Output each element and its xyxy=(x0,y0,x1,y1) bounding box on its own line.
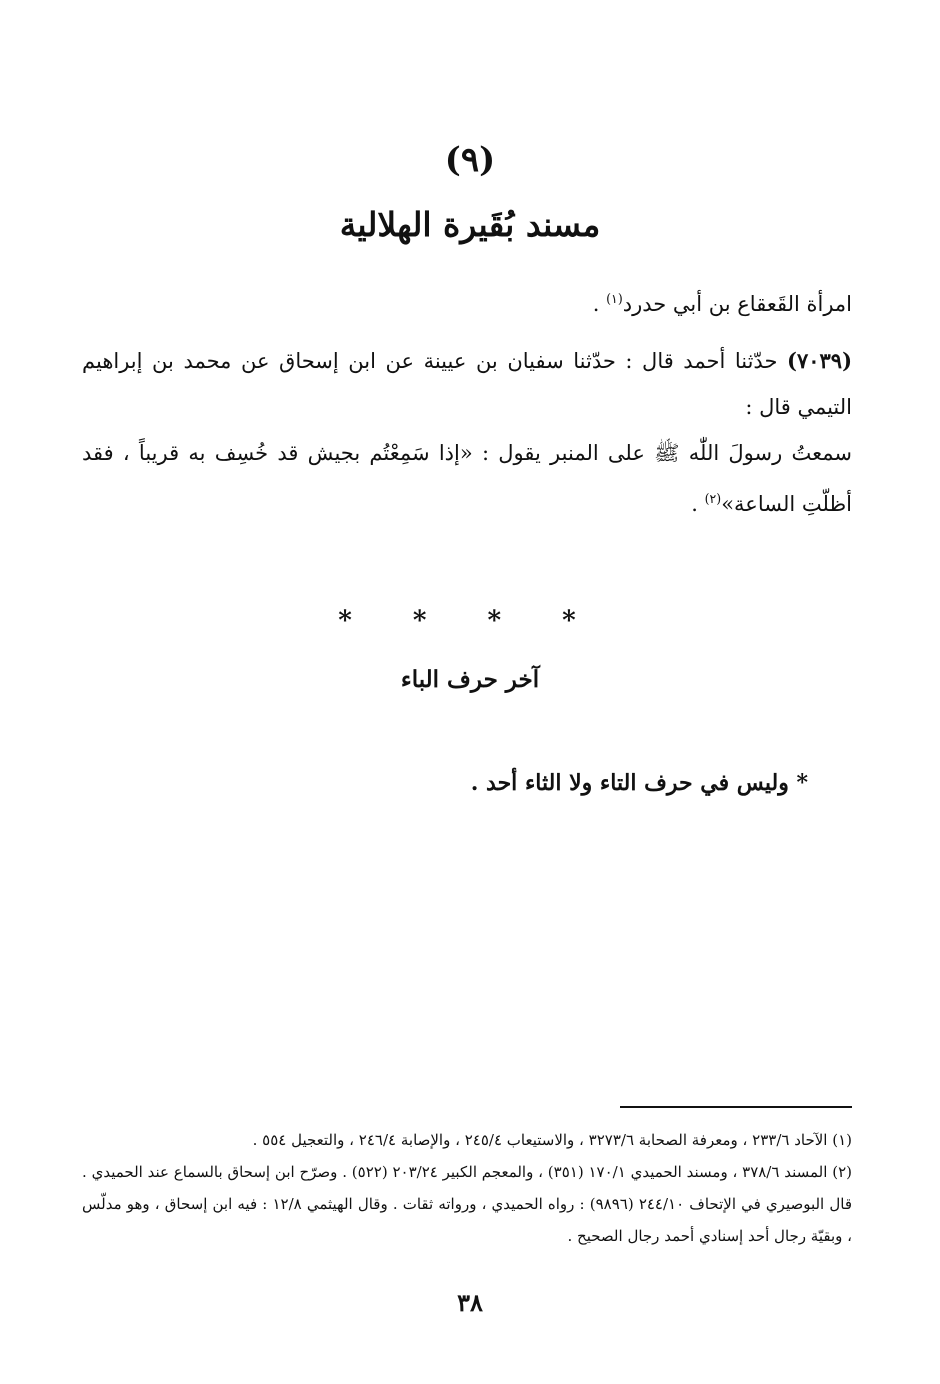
isnad-paragraph xyxy=(82,338,852,430)
footnote-2: (٢) المسند ٣٧٨/٦ ، ومسند الحميدي ١٧٠/١ (٣٥١) ، والمعجم الكبير ٢٠٣/٢٤ (٥٢٢) . وصرّح ابن إسحاق بالسماع عند الحميدي . قال البوصيري في الإتحاف ٢٤٤/١٠ (٩٨٩٦) : رواه الحميدي ، ورواته ثقات . وقال الهيثمي ١٢/٨ : فيه ابن إسحاق ، وهو مدلّس ، وبقيّة رجال أحد إسنادي أحمد رجال الصحيح . xyxy=(82,1163,852,1245)
matn-text: سمعتُ رسولَ اللّٰه ﷺ على المنبر يقول : «إذا سَمِعْتُم بجيش قد خُسِف به قريباً ، فقد أظلّتِ الساعة» xyxy=(82,441,852,516)
intro-text: امرأة القَعقاع بن أبي حدرد xyxy=(622,292,852,316)
footnotes xyxy=(82,1124,852,1252)
intro-paragraph xyxy=(82,276,852,327)
intro-end: . xyxy=(592,292,607,316)
footnote-1: (١) الآحاد ٢٣٣/٦ ، ومعرفة الصحابة ٣٢٧٣/٦ ، والاستيعاب ٢٤٥/٤ ، والإصابة ٢٤٦/٤ ، والتعجيل ٥٥٤ . xyxy=(252,1131,852,1149)
matn-paragraph xyxy=(82,430,852,527)
footnote-ref-2: (٢) xyxy=(704,491,722,506)
end-of-letter-title: آخر حرف الباء xyxy=(400,666,540,693)
hadith-number: (٧٠٣٩) xyxy=(787,348,852,373)
page-number: ٣٨ xyxy=(457,1288,483,1317)
section-separator: * * * * xyxy=(338,606,602,636)
section-title: مسند بُقَيرة الهلالية xyxy=(339,205,601,244)
isnad-text: حدّثنا أحمد قال : حدّثنا سفيان بن عيينة عن ابن إسحاق عن محمد بن إبراهيم التيمي قال : xyxy=(82,349,852,419)
note-line: * وليس في حرف التاء ولا الثاء أحد . xyxy=(470,770,808,796)
section-number: (٩) xyxy=(444,140,496,180)
footnote-divider xyxy=(620,1106,852,1108)
footnote-ref-1: (١) xyxy=(606,291,623,306)
matn-end: . xyxy=(691,492,705,516)
